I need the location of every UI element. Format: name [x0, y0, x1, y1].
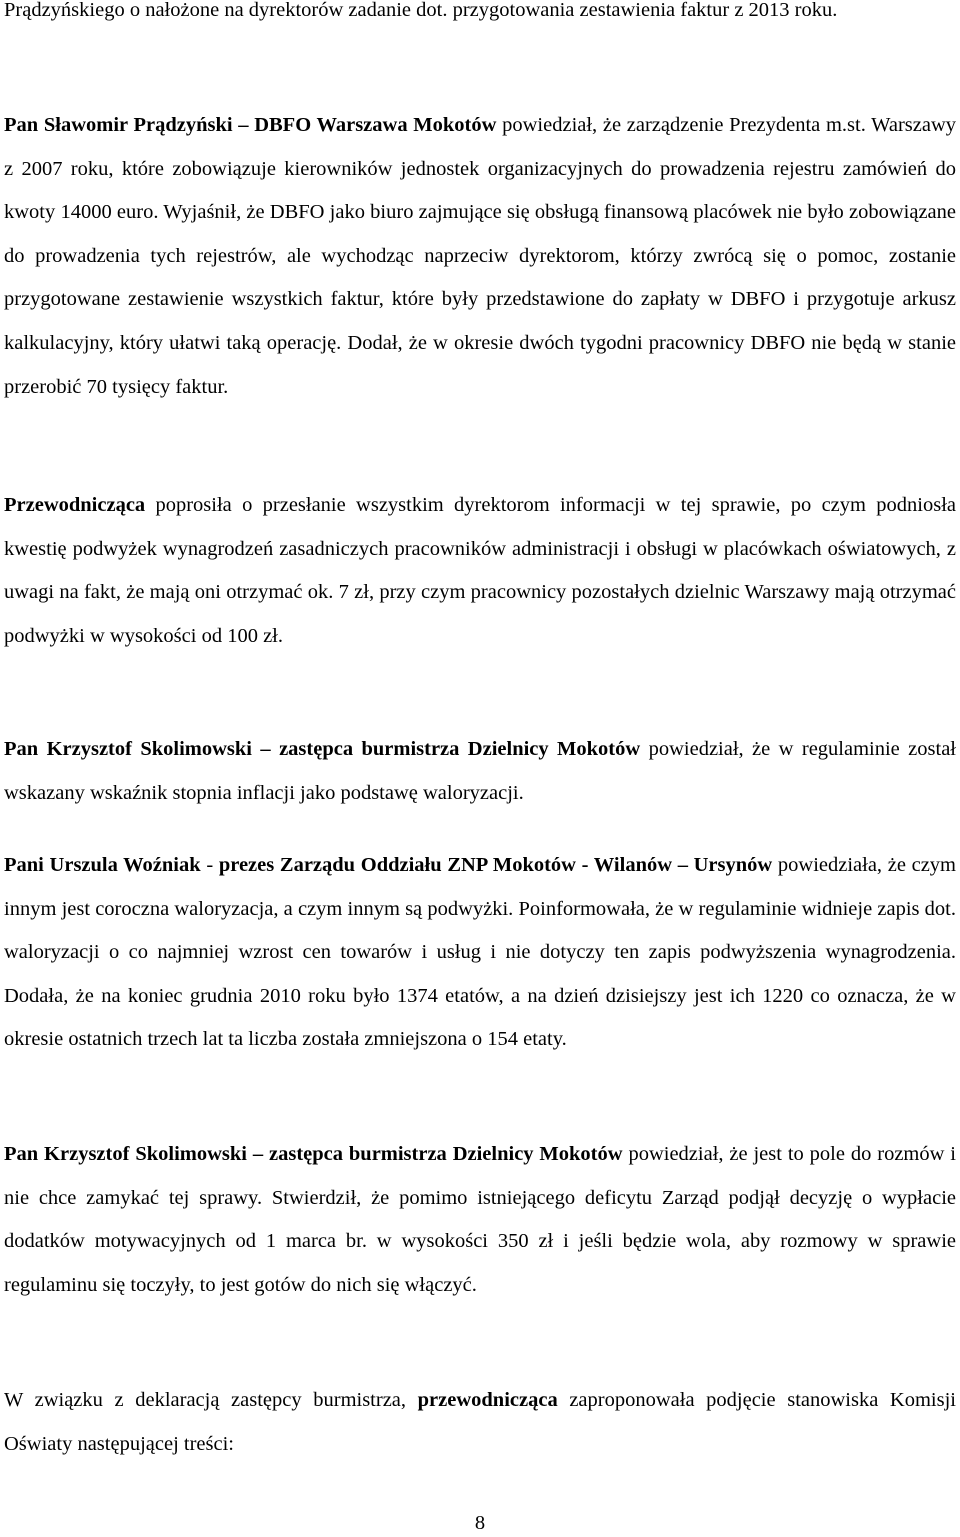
- speaker-title: prezes Zarządu Oddziału ZNP Mokotów - Wilanów – Ursynów: [218, 854, 773, 876]
- paragraph-text: poprosiła o przesłanie wszystkim dyrektorom informacji w tej sprawie, po czym podniosła kwestię podwyżek wynagrodzeń zasadniczych pracowników administracji i obsługi w placówkach oświatowych, z uwagi na fakt, że mają oni otrzymać ok. 7 zł, przy czym pracownicy pozostałych dzielnic Warszawy mają otrzymać podwyżki w wysokości od 100 zł.: [4, 494, 956, 647]
- separator-text: -: [200, 854, 219, 876]
- paragraph-deputy-mayor-1: [4, 728, 956, 815]
- speaker-name: Pan Krzysztof Skolimowski – zastępca burmistrza Dzielnicy Mokotów: [4, 738, 641, 760]
- paragraph-znp-president: [4, 844, 956, 1062]
- paragraph-resolution-proposal: [4, 1379, 956, 1466]
- speaker-name: Pan Krzysztof Skolimowski – zastępca burmistrza Dzielnicy Mokotów: [4, 1143, 623, 1165]
- speaker-name: Przewodnicząca: [4, 494, 146, 516]
- paragraph-text: Prądzyńskiego o nałożone na dyrektorów zadanie dot. przygotowania zestawienia faktur z 2013 roku.: [4, 0, 838, 21]
- paragraph-text: powiedziała, że czym innym jest coroczna waloryzacja, a czym innym są podwyżki. Poinformowała, że w regulaminie widnieje zapis dot. waloryzacji o co najmniej wzrost cen towarów i usług i nie dotyczy ten zapis podwyższenia wynagrodzenia. Dodała, że na koniec grudnia 2010 roku było 1374 etatów, a na dzień dzisiejszy jest ich 1220 co oznacza, że w okresie ostatnich trzech lat ta liczba została zmniejszona o 154 etaty.: [4, 854, 956, 1051]
- paragraph-chair-request: [4, 484, 956, 658]
- speaker-name: Pan Sławomir Prądzyński – DBFO Warszawa Mokotów: [4, 114, 497, 136]
- paragraph-text: zaproponowała podjęcie stanowiska Komisji Oświaty następującej treści:: [4, 1389, 956, 1455]
- paragraph-text: powiedział, że zarządzenie Prezydenta m.st. Warszawy z 2007 roku, które zobowiązuje kierowników jednostek organizacyjnych do prowadzenia rejestru zamówień do kwoty 14000 euro. Wyjaśnił, że DBFO jako biuro zajmujące się obsługą finansową placówek nie było zobowiązane do prowadzenia tych rejestrów, ale wychodząc naprzeciw dyrektorom, którzy zwrócą się o pomoc, zostanie przygotowane zestawienie wszystkich faktur, które były przedstawione do zapłaty w DBFO i przygotuje arkusz kalkulacyjny, który ułatwi taką operację. Dodał, że w okresie dwóch tygodni pracownicy DBFO nie będą w stanie przerobić 70 tysięcy faktur.: [4, 114, 957, 398]
- paragraph-dbfo-statement: [4, 104, 956, 409]
- paragraph-text: powiedział, że w regulaminie został wskazany wskaźnik stopnia inflacji jako podstawę waloryzacji.: [4, 738, 956, 804]
- paragraph-continuation: [4, 0, 956, 33]
- speaker-name: Pani Urszula Woźniak: [4, 854, 201, 876]
- speaker-name: przewodnicząca: [417, 1389, 558, 1411]
- paragraph-text: powiedział, że jest to pole do rozmów i nie chce zamykać tej sprawy. Stwierdził, że pomimo istniejącego deficytu Zarząd podjął decyzję o wypłacie dodatków motywacyjnych od 1 marca br. w wysokości 350 zł i jeśli będzie wola, aby rozmowy w sprawie regulaminu się toczyły, to jest gotów do nich się włączyć.: [4, 1143, 957, 1296]
- paragraph-deputy-mayor-2: [4, 1133, 956, 1307]
- paragraph-text: W związku z deklaracją zastępcy burmistrza,: [4, 1389, 418, 1411]
- page-number: 8: [474, 1512, 486, 1534]
